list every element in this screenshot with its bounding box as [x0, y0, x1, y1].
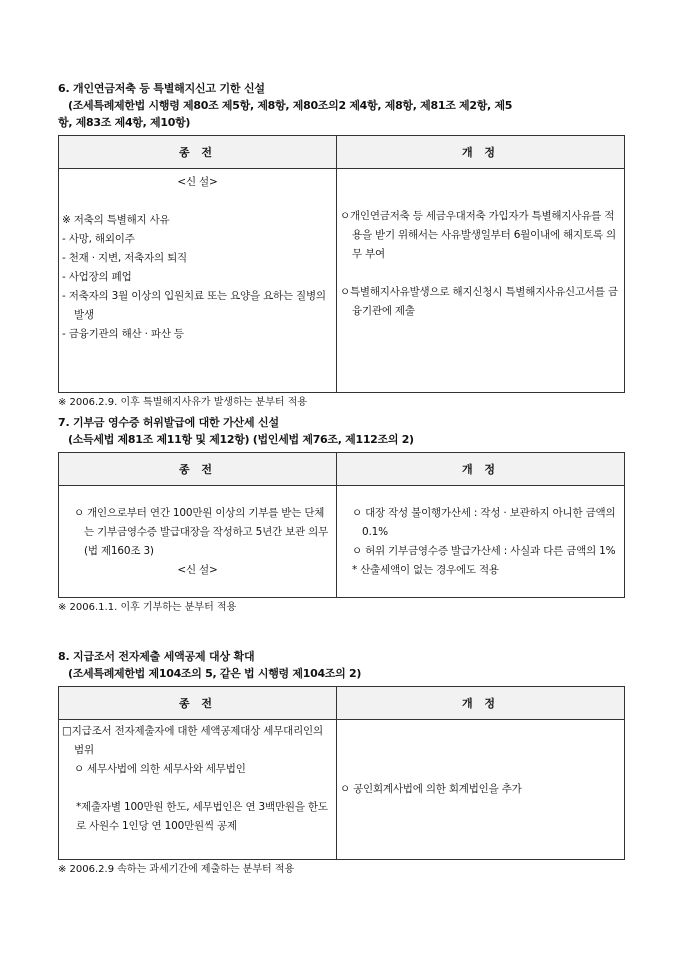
section-6-ref-line2: 항, 제83조 제4항, 제10항) — [58, 116, 191, 129]
before-item: ㅇ 개인으로부터 연간 100만원 이상의 기부를 받는 단체는 기부금영수증 발급대장을 작성하고 5년간 보관 의무(법 제160조 3) — [74, 506, 329, 557]
before-item: ㅇ 세무사법에 의한 세무사와 세무법인 — [74, 763, 246, 775]
after-cell — [337, 169, 625, 393]
reason-item: - 사망, 해외이주 — [62, 233, 135, 245]
reason-item: - 저축자의 3월 이상의 입원치료 또는 요양을 요하는 질병의 발생 — [62, 290, 326, 321]
section-8-note: ※ 2006.2.9 속하는 과세기간에 제출하는 분부터 적용 — [58, 864, 295, 875]
section-7-ref: (소득세법 제81조 제11항 및 제12항) (법인세법 제76조, 제112조의 2) — [68, 433, 414, 446]
section-8-title: 8. 지급조서 전자제출 세액공제 대상 확대 — [58, 650, 255, 663]
before-cell — [59, 720, 337, 860]
section-7-table — [58, 452, 625, 598]
section-7-title: 7. 기부금 영수증 허위발급에 대한 가산세 신설 — [58, 416, 279, 429]
before-heading: □지급조서 전자제출자에 대한 세액공제대상 세무대리인의 범위 — [62, 725, 323, 756]
revision-item: ㅇ 허위 기부금영수증 발급가산세 : 사실과 다른 금액의 1% — [352, 544, 616, 557]
before-cell — [59, 169, 337, 393]
section-6-title: 6. 개인연금저축 등 특별해지신고 기한 신설 — [58, 82, 265, 95]
reason-item: - 사업장의 폐업 — [62, 271, 132, 283]
section-6 — [58, 80, 624, 411]
section-7 — [58, 414, 624, 616]
revision-item: ㅇ특별해지사유발생으로 해지신청시 특별해지사유신고서를 금융기관에 제출 — [340, 286, 618, 317]
after-cell — [337, 486, 625, 598]
after-cell — [337, 720, 625, 860]
section-7-note: ※ 2006.1.1. 이후 기부하는 분부터 적용 — [58, 602, 237, 613]
col-before-header: 종 전 — [59, 687, 337, 720]
revision-item: ㅇ 대장 작성 불이행가산세 : 작성 · 보관하지 아니한 금액의 0.1% — [352, 506, 616, 538]
section-8-table — [58, 686, 625, 860]
section-6-note: ※ 2006.2.9. 이후 특별해지사유가 발생하는 분부터 적용 — [58, 397, 308, 408]
col-after-header: 개 정 — [337, 136, 625, 169]
col-before-header: 종 전 — [59, 453, 337, 486]
section-6-table — [58, 135, 625, 393]
reason-heading: ※ 저축의 특별해지 사유 — [62, 214, 170, 226]
revision-item: ㅇ 공인회계사법에 의한 회계법인을 추가 — [340, 783, 522, 795]
reason-item: - 금융기관의 해산 · 파산 등 — [62, 328, 184, 340]
section-8-ref: (조세특례제한법 제104조의 5, 같은 법 시행령 제104조의 2) — [68, 667, 362, 680]
section-6-ref-line1: (조세특례제한법 시행령 제80조 제5항, 제8항, 제80조의2 제4항, 제8항, 제81조 제2항, 제5 — [68, 99, 513, 112]
revision-item: ㅇ개인연금저축 등 세금우대저축 가입자가 특별해지사유를 적용을 받기 위해서는 사유발생일부터 6월이내에 해지토록 의무 부여 — [340, 210, 616, 260]
col-after-header: 개 정 — [337, 687, 625, 720]
before-cell — [59, 486, 337, 598]
new-marker: <신 설> — [177, 176, 218, 188]
reason-item: - 천재 · 지변, 저축자의 퇴직 — [62, 252, 187, 264]
new-marker: <신 설> — [177, 563, 218, 576]
revision-note: * 산출세액이 없는 경우에도 적용 — [352, 563, 499, 576]
col-before-header: 종 전 — [59, 136, 337, 169]
col-after-header: 개 정 — [337, 453, 625, 486]
before-note: *제출자별 100만원 한도, 세무법인은 연 3백만원을 한도로 사원수 1인당 연 100만원씩 공제 — [76, 801, 328, 832]
section-8 — [58, 648, 624, 878]
